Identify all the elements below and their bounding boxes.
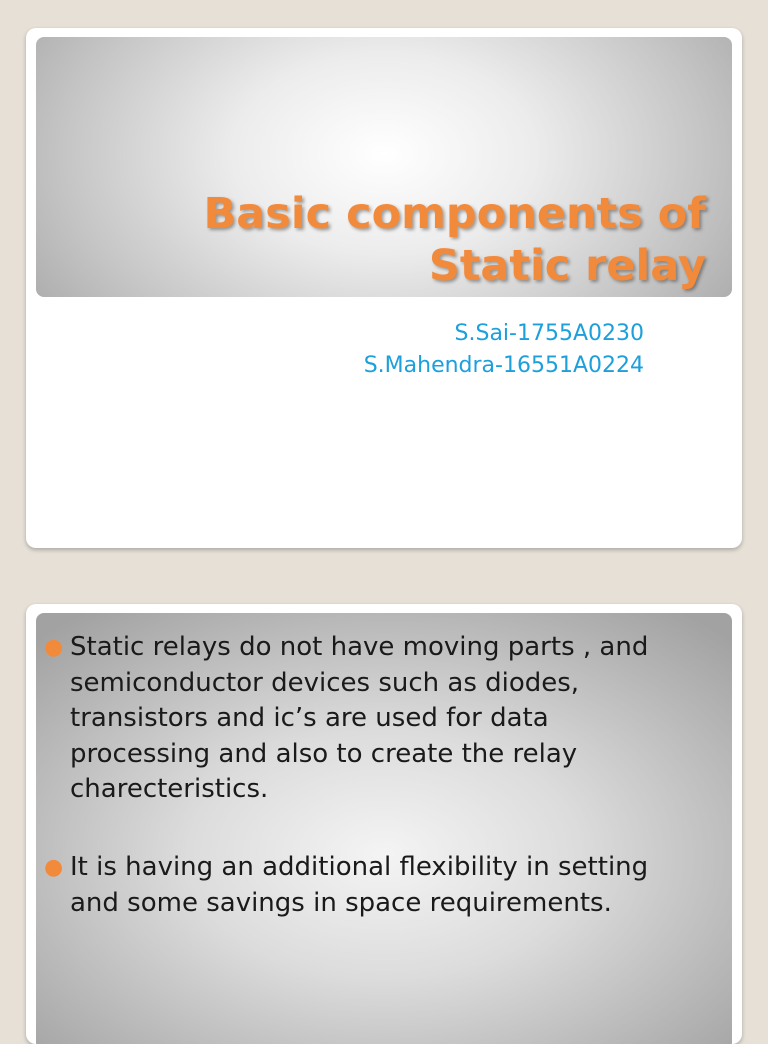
author-2: S.Mahendra-16551A0224 bbox=[363, 353, 644, 378]
bullet-text: Static relays do not have moving parts , and semiconductor devices such as diodes, transistors and ic’s are used for data processing and also to create the relay charecteristics. bbox=[70, 632, 649, 804]
authors bbox=[364, 318, 644, 382]
slide-title-text bbox=[66, 188, 706, 292]
title-line-1: Basic components of bbox=[203, 189, 706, 239]
bullet-item bbox=[44, 850, 690, 921]
title-line-2: Static relay bbox=[428, 241, 706, 291]
bullet-item bbox=[44, 630, 690, 808]
bullet-icon: ● bbox=[44, 635, 64, 660]
bullet-icon: ● bbox=[44, 855, 64, 880]
slide-title bbox=[26, 28, 742, 548]
bullet-text: It is having an additional flexibility in setting and some savings in space requirements. bbox=[70, 852, 649, 918]
slide-content bbox=[26, 604, 742, 1044]
author-1: S.Sai-1755A0230 bbox=[454, 321, 644, 346]
